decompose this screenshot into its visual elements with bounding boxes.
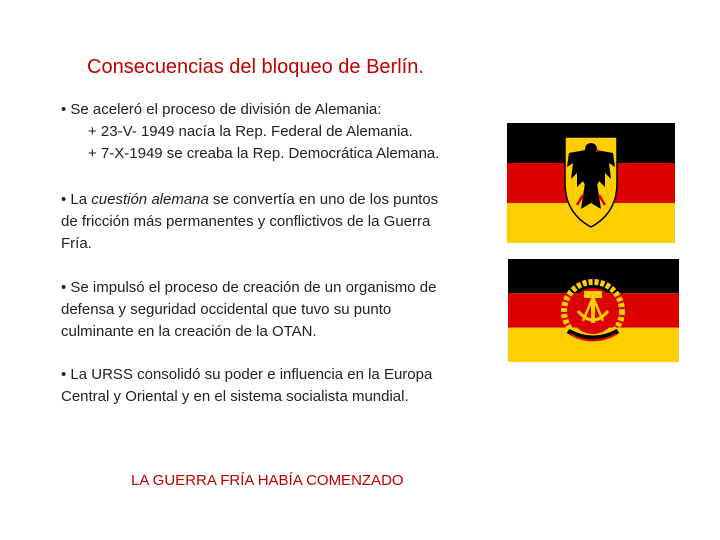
bullet-nato [61, 277, 491, 343]
slide-title: Consecuencias del bloqueo de Berlín. [87, 56, 424, 78]
bullet-text: • Se aceleró el proceso de división de Alemania: [61, 101, 382, 118]
bullet-text: • La URSS consolidó su poder e influencia en la Europa [61, 366, 433, 383]
bullet-text: Central y Oriental y en el sistema socialista mundial. [61, 388, 409, 405]
bullet-text-prefix: • La [61, 191, 92, 208]
closing-statement: LA GUERRA FRÍA HABÍA COMENZADO [131, 472, 404, 489]
emphasis-text: cuestión alemana [91, 191, 209, 208]
bullet-german-question [61, 189, 491, 255]
bullet-subitem: + 7-X-1949 se creaba la Rep. Democrática Alemana. [88, 145, 440, 162]
bullet-division [61, 99, 501, 165]
bullet-text [61, 189, 491, 211]
bullet-text: defensa y seguridad occidental que tuvo su punto [61, 301, 392, 318]
gdr-flag-image [508, 259, 679, 362]
bullet-text: Fría. [61, 235, 92, 252]
bullet-text-rest: se convertía en uno de los puntos [208, 191, 439, 208]
bullet-text: • Se impulsó el proceso de creación de un organismo de [61, 279, 437, 296]
frg-flag-image [507, 123, 675, 243]
bullet-subitem: + 23-V- 1949 nacía la Rep. Federal de Alemania. [88, 123, 413, 140]
bullet-urss [61, 364, 491, 408]
bullet-text: culminante en la creación de la OTAN. [61, 323, 317, 340]
bullet-text: de fricción más permanentes y conflictivos de la Guerra [61, 213, 431, 230]
